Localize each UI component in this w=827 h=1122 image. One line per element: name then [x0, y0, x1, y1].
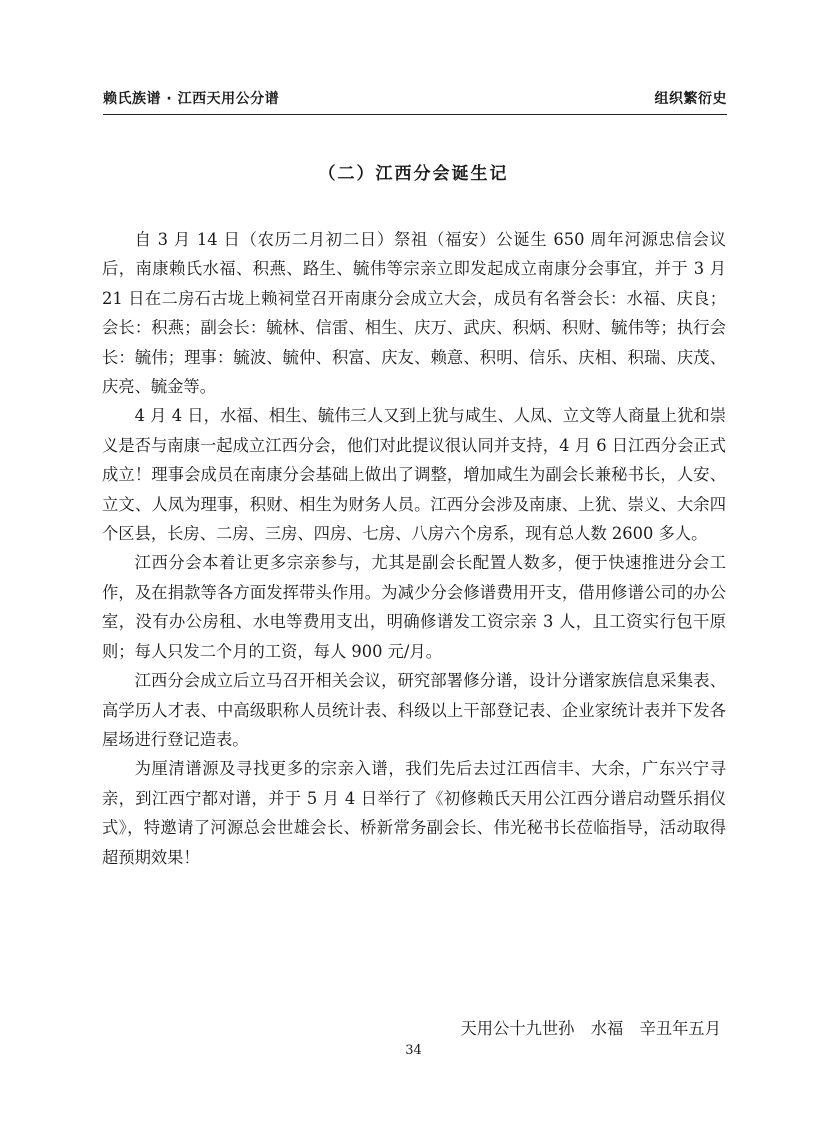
body-text: [102, 225, 726, 872]
paragraph: 江西分会成立后立马召开相关会议，研究部署修分谱，设计分谱家族信息采集表、高学历人才表、中高级职称人员统计表、科级以上干部登记表、企业家统计表并下发各屋场进行登记造表。: [102, 671, 726, 749]
paragraph: 4 月 4 日，水福、相生、毓伟三人又到上犹与咸生、人凤、立文等人商量上犹和崇义是否与南康一起成立江西分会，他们对此提议很认同并支持，4 月 6 日江西分会正式成立！理事会成员在南康分会基础上做出了调整，增加咸生为副会长兼秘书长，人安、立文、人凤为理事，积财、相生为财务人员。江西分会涉及南康、上犹、崇义、大余四个区县，长房、二房、三房、四房、七房、八房六个房系，现有总人数 2600 多人。: [102, 406, 726, 544]
header-chapter-title: 组织繁衍史: [654, 91, 727, 107]
page-number: 34: [405, 1043, 422, 1058]
header-book-title: 赖氏族谱 · 江西天用公分谱: [103, 91, 280, 107]
paragraph: 为厘清谱源及寻找更多的宗亲入谱，我们先后去过江西信丰、大余，广东兴宁寻亲，到江西宁都对谱，并于 5 月 4 日举行了《初修赖氏天用公江西分谱启动暨乐捐仪式》，特邀请了河源总会世雄会长、桥新常务副会长、伟光秘书长莅临指导，活动取得超预期效果！: [102, 759, 726, 867]
section-title: （二）江西分会诞生记: [318, 164, 509, 184]
running-header: [103, 84, 727, 115]
paragraph: 自 3 月 14 日（农历二月初二日）祭祖（福安）公诞生 650 周年河源忠信会议后，南康赖氏水福、积燕、路生、毓伟等宗亲立即发起成立南康分会事宜，并于 3 月 21 日在二房石古垅上赖祠堂召开南康分会成立大会，成员有名誉会长：水福、庆良；会长：积燕；副会长：毓林、信雷、相生、庆万、武庆、积炳、积财、毓伟等；执行会长：毓伟；理事：毓波、毓仲、积富、庆友、赖意、积明、信乐、庆相、积瑞、庆茂、庆亮、毓金等。: [102, 230, 726, 397]
paragraph: 江西分会本着让更多宗亲参与，尤其是副会长配置人数多，便于快速推进分会工作，及在捐款等各方面发挥带头作用。为减少分会修谱费用开支，借用修谱公司的办公室，没有办公房租、水电等费用支出，明确修谱发工资宗亲 3 人，且工资实行包干原则；每人只发二个月的工资，每人 900 元/月。: [102, 553, 726, 661]
signature: 天用公十九世孙 水福 辛丑年五月: [460, 1019, 721, 1038]
